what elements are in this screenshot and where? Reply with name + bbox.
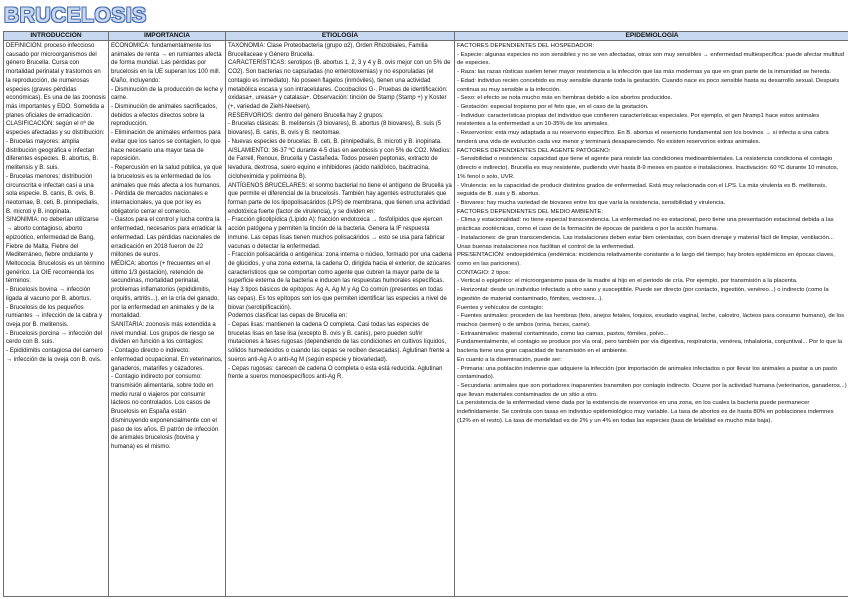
page-title: BRUCELOSIS (4, 4, 147, 27)
header-introduccion: INTRODUCCIÓN (4, 32, 109, 41)
epidemiologia-paragraph: En cuanto a la diseminación, puede ser: (457, 356, 562, 363)
epidemiologia-paragraph: - Fuentes animales: proceden de las hembras (feto, anejos fetales, loquios, exudado vaginal, leche, calostro, lácteos para consumo humano), de los machos (semen) o de ambos (orina, heces, carne). (457, 313, 845, 328)
importancia-cell (109, 41, 226, 597)
intro-paragraph: - Brucelas mayores: amplia distribución geográfica e infectan diferentes especies. B. abortus, B. melitensis y B. suis. (6, 138, 99, 172)
epidemiologia-paragraph: - Extraanimales: material contaminado, como las camas, pastos, fómites, polvo... (457, 330, 669, 337)
importancia-paragraph: - Eliminación de animales enfermos para evitar que los sanos se contagien, lo que hace necesario una mayor tasa de reposición. (111, 130, 221, 163)
intro-paragraph: CLASIFICACIÓN: según el nº de especies afectadas y su distribución: (6, 121, 105, 137)
epidemiologia-paragraph: - Edad: individuo recién concebido es muy sensible durante toda la gestación. Cuando nace es poco sensible hasta su desarrollo sexual. Después continua su muy sensible a la infección. (457, 77, 840, 93)
epidemiologia-paragraph: PRESENTACIÓN: endoepidémica (endémica: incidencia relativamente constante a lo largo del tiempo; hay brotes epidémicos en épocas claves, como en las pariciones). (457, 252, 835, 267)
etiologia-paragraph: Podemos clasificar las cepas de Brucella en: (228, 313, 348, 320)
epidemiologia-paragraph: - Especie: algunas especies no son sensibles y no se ven afectadas, otras son muy sensibles → enfermedad multiespecífica: puede afectar multitud de especies. (457, 51, 845, 67)
etiologia-cell (226, 41, 455, 597)
header-row (4, 32, 848, 41)
etiologia-paragraph: - Cepas lisas: mantienen la cadena O completa. Casi todas las especies de brucelas lisas en fase lisa (excepto B. ovis y B. canis), pero pueden sufrir mutaciones a fases rugosas (dependiendo de las condiciones en cultivos líquidos, sólidos humedecidos o cuando las cepas se reciben desecadas). Aglutinan frente a sueros anti-Ag A o anti-Ag M (según especie y biovariedad). (228, 322, 450, 363)
epidemiologia-paragraph: Fuentes y vehículos de contagio: (457, 304, 544, 311)
importancia-paragraph: SANITARIA: zoonosis más extendida a nivel mundial. Los grupos de riesgo se dividen en función a los contagios: (111, 322, 216, 346)
intro-paragraph: - Brucelosis porcina → infección del cerdo con B. suis. (6, 330, 103, 346)
epidemiologia-paragraph: - Gestación: especial tropismo por el feto que, en el caso de la gestación. (457, 104, 649, 111)
epidemiologia-paragraph: FACTORES DEPENDIENTES DEL MEDIO AMBIENTE: (457, 208, 603, 215)
introduccion-content (6, 42, 106, 596)
epidemiologia-paragraph: - Raza: las razas rústicas suelen tener mayor resistencia a la infección que las más modernas ya que en gran parte de la inmunidad se hereda. (457, 69, 831, 76)
etiologia-paragraph: ANTÍGENOS BRUCELARES: el sonmo bacterial no tiene el antígeno de Brucella ya que permite el diferencial de la brucelosis. También hay agentes estructurales que forman parte de los lipopolisacáridos (LPS) de membrana, que tienen una actividad endotóxica fuerte (factor de virulencia), y se dividen en: (228, 182, 452, 215)
importancia-content (111, 42, 223, 596)
importancia-paragraph: MÉDICA: abortos (+ frecuentes en el último 1/3 gestación), retención de secundinas, mortalidad perinatal, problemas inflamatorios (epididimitis, orquitis, artritis...), en la cría del ganado, por la enfermedad en animales y de la mortalidad. (111, 260, 219, 320)
epidemiologia-paragraph: - Virulencia: es la capacidad de producir distintos grados de enfermedad. Está muy relacionada con el LPS. La más virulenta es B. melitensis, seguida de B. suis y B. abortus. (457, 182, 827, 198)
etiologia-paragraph: TAXONOMÍA: Clase Proteobacteria (grupo α2), Orden Rhizobiales, Familia Brucellaceae y Género Brucella. (228, 43, 428, 58)
intro-paragraph: - Epididimitis contagiosa del carnero → infección de la oveja con B. ovis. (6, 348, 104, 363)
etiologia-paragraph: CARACTERÍSTICAS: serotipos (B. abortus 1, 2, 3 y 4 y B. ovis mejor con un 5% de CO2). Son bacterias no capsuladas (no enterotoxemias) y no esporuladas (el contagio es inmediato). No poseen flagelos (inmóviles), tienen una actividad metabólica escasa y son intracelulares. Cocobacilos G-. Pruebas de identificación: oxidasa+, ureasa+ y catalasa+. Observación: tinción de Stamp (Stamp +) y Koster (+, variedad de Ziehl-Neelsen). (228, 60, 451, 111)
introduccion-cell (4, 41, 109, 597)
epidemiologia-paragraph: - Sexo: el efecto se nota mucho más en hembras debido a los abortos producidos. (457, 95, 673, 102)
epidemiologia-paragraph: - Clima y estacionalidad: no tiene especial transcendencia. La enfermedad no es estacional, pero tiene una presentación estacional debida a las prácticas zootécnicas, como el caso de la formación de épocas de paridera o por la acción humana. (457, 217, 834, 233)
epidemiologia-paragraph: - Reservorios: está muy adaptada a su reservorio específico. En B. abortus el reservorio fundamental son los bovinos → si infecta a una cabra tenderá una vida de evolución cada vez menor y terminará desapareciendo. No existen reservorios extras animales. (457, 130, 829, 145)
epidemiologia-paragraph: FACTORES DEPENDIENTES DEL AGENTE PATÓGENO: (457, 147, 611, 154)
epidemiologia-paragraph: - Horizontal: desde un individuo infectado a otro sano y susceptible. Puede ser directo (por contacto, ingestión, venéreo...) o indirecto (como la ingestión de material contaminado, fómites, vectores...). (457, 287, 829, 302)
epidemiologia-cell (455, 41, 848, 597)
header-importancia: IMPORTANCIA (109, 32, 226, 41)
importancia-paragraph: - Contagio indirecto por consumo: transmisión alimentaria, sobre todo en medio rural o viajeros por consumir lácteos no controlados. Los casos de Brucelosis en España están disminuyendo exponencialmente con el paso de los años. El patrón de infección de animales brucelosis (bovina y humana) es el mismo. (111, 374, 219, 451)
content-row (4, 41, 848, 597)
intro-paragraph: SINONIMIA: no deberían utilizarse → aborto contagioso, aborto epizoótico, enfermedad de Bang, Fiebre de Malta, Fiebre del Mediterráneo, fiebre ondulante y Meltococia. Brucelosis es un término genérico. La OIE recomienda los términos: (6, 217, 105, 285)
importancia-paragraph: - Contagio directo o indirecto: enfermedad ocupacional. En veterinarios, ganaderos, matarifes y cazadores. (111, 348, 223, 372)
epidemiologia-paragraph: - Individuo: características propias del individuo que confieren características especiales. Por ejemplo, el gen Nramp1 hace estos animales resistentes a la enfermedad a un 10-35% de los animales. (457, 112, 820, 128)
summary-table (3, 31, 848, 597)
header-epidemiologia: EPIDEMIOLOGÍA (455, 32, 848, 41)
intro-paragraph: - Brucelosis de los pequeños rumiantes → infección de la cabra y oveja por B. melitensis. (6, 304, 103, 328)
epidemiologia-paragraph: - Secundaria: animales que son portadores inaparentes transmiten por contagio indirecto. Ocurre por la actividad humana (veterinarios, ganaderos...) que llevan materiales contaminados de un sitio a otro. (457, 383, 847, 398)
etiologia-paragraph: RESERVORIOS: dentro del género Brucella hay 2 grupos: (228, 112, 384, 119)
importancia-paragraph: - Disminución de animales sacrificados, debidos a efectos directos sobre la reproducción. (111, 104, 218, 128)
epidemiologia-paragraph: FACTORES DEPENDIENTES DEL HOSPEDADOR: (457, 43, 595, 49)
importancia-paragraph: - Gastos para el control y lucha contra la enfermedad, necesarios para erradicar la enfermedad. Las pérdidas nacionales de erradicación en 2018 fueron de 22 millones de euros. (111, 217, 222, 259)
epidemiologia-paragraph: La persistencia de la enfermedad viene dada por la existencia de reservorios en una zona, en los cuales la bacteria puede permanecer indefinidamente. Se controla con tasas en individuo epidemiológico muy variable. La tasa de abortos es de hasta 80% en poblaciones indemnes (12% en el resto). La tasa de mortalidad es de 2% y un 4% en todas las especies (tasa de letalidad es mucho más baja). (457, 400, 834, 424)
header-etiologia: ETIOLOGÍA (226, 32, 455, 41)
etiologia-paragraph: - Nuevas especies de brucelas: B. ceti, B. pinnipedialis, B. microti y B. inopinata. (228, 138, 442, 145)
epidemiologia-content (457, 42, 847, 596)
etiologia-paragraph: - Fracción polisacárida o antigénica: zona interna o núcleo, formado por una cadena de glúcidos, y una zona externa, la cadena O, dirigida hacia el exterior, de azúcares característicos que se comportan como agente que cubren la mayor parte de la superficie externa de la bacteria e inducen las respuestas humorales específicas. Hay 3 tipos básicos de epítopos: Ag A, Ag M y Ag Co común (presentes en todas las cepas). Es tos epítopos son los que permiten identificar las especies a nivel de biovar (serotipificación). (228, 252, 452, 311)
epidemiologia-paragraph: Fundamentalmente, el contagio se produce por vía oral, pero también por vía digestiva, respiratoria, venérea, inhalatoria, conjuntival... Por lo que la bacteria tiene una gran capacidad de transmisión en el ambiente. (457, 339, 843, 355)
importancia-paragraph: - Pérdida de mercados nacionales e internacionales, ya que por ley es obligatorio cerrar el comercio. (111, 191, 208, 215)
intro-paragraph: - Brucelosis bovina → infección ligada al vacuno por B. abortus. (6, 287, 92, 302)
etiologia-content (228, 42, 452, 596)
etiologia-paragraph: - Cepas rugosas: carecen de cadena O completa o esta está reducida. Aglutinan frente a sueros monoespecíficos anti-Ag R. (228, 365, 443, 381)
epidemiologia-paragraph: - Biovares: hay mucha variedad de biovares entre los que varía la resistencia, sensibilidad y virulencia. (457, 199, 726, 206)
importancia-paragraph: ECONÓMICA: fundamentalmente los animales de renta → en rumiantes afecta de forma mundial. Las pérdidas por brucelosis en la UE superan los 100 mill. €/año, incluyendo: (111, 43, 222, 84)
intro-paragraph: DEFINICIÓN: proceso infeccioso causado por microorganismos del género Brucella. Cursa con mortalidad perinatal y trastornos en la reproducción, de numerosas especies (graves pérdidas económicas). Es una de las zoonosis más importantes y EDO. Sometida a planes oficiales de erradicación. (6, 43, 106, 119)
etiologia-paragraph: - Fracción glicolipídica (Lípido A): fracción endotoxica → fosfolípidos que ejercen acción patógena y permiten la tinción de la bacteria. Genera la IF respuesta inmune. Las cepas lisas tienen muchos polisacáridos → esto se usa para fabricar vacunas o detectar la enfermedad. (228, 217, 445, 250)
epidemiologia-paragraph: - Vertical o epigénico: el microorganismo pasa de la madre al hijo en el periodo de cría. Por ejemplo, por transmisión a la placenta. (457, 278, 798, 285)
intro-paragraph: - Brucelas menores: distribución circunscrita e infectan casi a una sola especie. B. canis, B. ovis, B. neotomae, B. ceti, B. pinnipedialis, B. microti y B. inopinata. (6, 173, 99, 215)
epidemiologia-paragraph: - Primaria: una población indemne que adquiere la infección (por importación de animales infectados o por llevar los animales a pastar a un pasto contaminado). (457, 365, 838, 381)
importancia-paragraph: - Disminución de la producción de leche y carne. (111, 86, 223, 102)
epidemiologia-paragraph: CONTAGIO: 2 tipos: (457, 269, 511, 276)
epidemiologia-paragraph: - Instalaciones: de gran transcendencia. Las instalaciones deben estar bien orientadas, con buen drenaje y material fácil de limpiar, ventilación... Unas buenas instalaciones nos facilitan el control de la enfermedad. (457, 234, 834, 250)
etiologia-paragraph: - Brucelas clásicas: B. melitensis (3 biovares), B. abortus (8 biovares), B. suis (5 biovares), B. canis, B. ovis y B. neotomae. (228, 121, 442, 137)
etiologia-paragraph: AISLAMIENTO: 36-37 ºC durante 4-5 días en aerobiosis y con 5% de CO2. Medios: de Farrell, Renoux, Brucella y Castañeda. Todos poseen peptonas, extracto de levadura, dextrosa, suero equino e inhibidores (ácido nalidíxico, bacitracina, cicloheximida y polimixina B). (228, 147, 451, 180)
importancia-paragraph: - Repercusión en la salud pública, ya que la brucelosis es la enfermedad de los animales que más afecta a los humanos. (111, 165, 222, 189)
epidemiologia-paragraph: - Sensibilidad o resistencia: capacidad que tiene el agente para resistir las condiciones medioambientales. La resistencia condiciona el contagio (directo e indirecto). Brucella es muy resistente, pudiendo vivir hasta 8-9 meses en pastos e instalaciones. Inactivación: 60 ºC durante 10 minutos, 1% fenol o solo, UVR. (457, 156, 839, 180)
